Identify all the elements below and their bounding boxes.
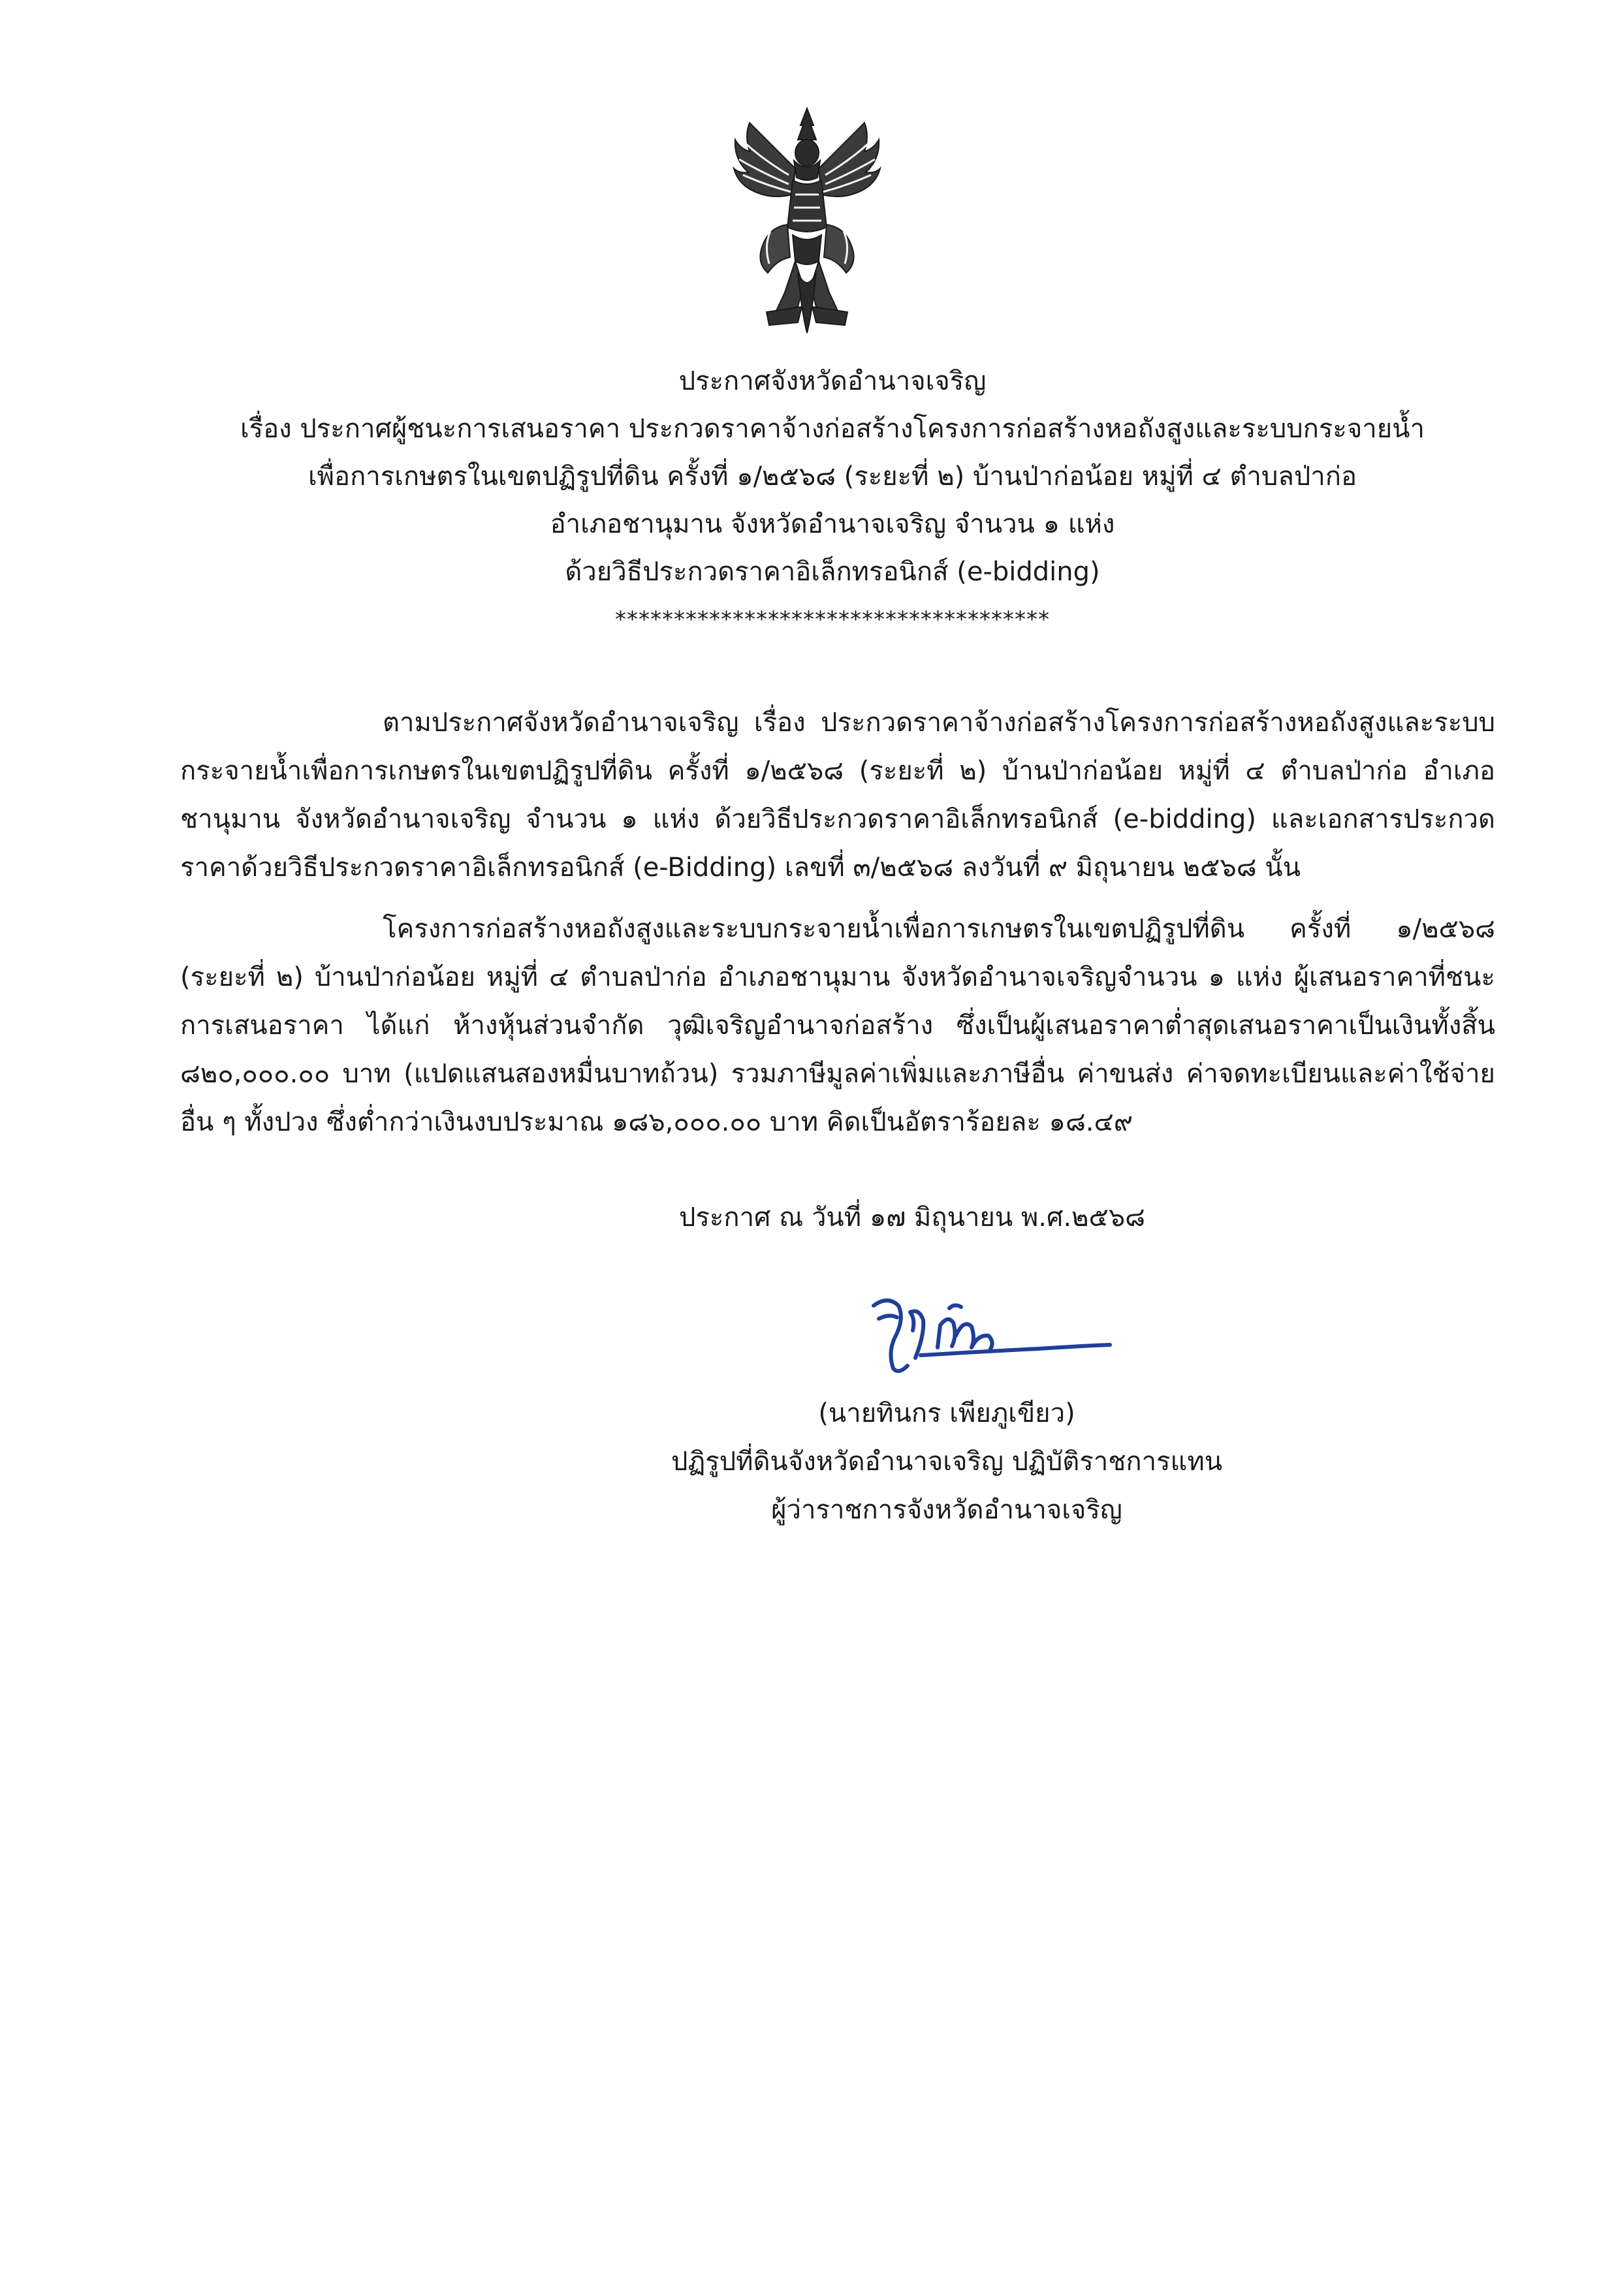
document-body (180, 699, 1495, 1159)
announcement-date: ประกาศ ณ วันที่ ๑๗ มิถุนายน พ.ศ.๒๕๖๘ (679, 1203, 1146, 1233)
subject-line: อำเภอชานุมาน จังหวัดอำนาจเจริญ จำนวน ๑ แห่ง (550, 509, 1115, 539)
separator-line: ************************************* (615, 606, 1050, 633)
handwritten-signature (842, 1280, 1116, 1377)
subject-line: เพื่อการเกษตรในเขตปฏิรูปที่ดิน ครั้งที่ ๑/๒๕๖๘ (ระยะที่ ๒) บ้านป่าก่อน้อย หมู่ที่ ๔ ตำบลป่าก่อ (308, 462, 1357, 492)
signatory-position: ปฏิรูปที่ดินจังหวัดอำนาจเจริญ ปฏิบัติราชการแทน (671, 1447, 1223, 1477)
signatory-on-behalf: ผู้ว่าราชการจังหวัดอำนาจเจริญ (771, 1495, 1122, 1525)
garuda-emblem-icon (730, 97, 884, 339)
body-paragraph: โครงการก่อสร้างหอถังสูงและระบบกระจายน้ำเพื่อการเกษตรในเขตปฏิรูปที่ดิน ครั้งที่ ๑/๒๕๖๘ (ระยะที่ ๒) บ้านป่าก่อน้อย หมู่ที่ ๔ ตำบลป่าก่อ อำเภอชานุมาน จังหวัดอำนาจเจริญจำนวน ๑ แห่ง ผู้เสนอราคาที่ชนะการเสนอราคา ได้แก่ ห้างหุ้นส่วนจำกัด วุฒิเจริญอำนาจก่อสร้าง ซึ่งเป็นผู้เสนอราคาต่ำสุดเสนอราคาเป็นเงินทั้งสิ้น ๘๒๐,๐๐๐.๐๐ บาท (แปดแสนสองหมื่นบาทถ้วน) รวมภาษีมูลค่าเพิ่มและภาษีอื่น ค่าขนส่ง ค่าจดทะเบียนและค่าใช้จ่ายอื่น ๆ ทั้งปวง ซึ่งต่ำกว่าเงินงบประมาณ ๑๘๖,๐๐๐.๐๐ บาท คิดเป็นอัตราร้อยละ ๑๘.๔๙ (180, 914, 1496, 1137)
document-title: ประกาศจังหวัดอำนาจเจริญ (678, 366, 987, 396)
document-header (183, 358, 1482, 644)
body-paragraph: ตามประกาศจังหวัดอำนาจเจริญ เรื่อง ประกวดราคาจ้างก่อสร้างโครงการก่อสร้างหอถังสูงและระบบกระจายน้ำเพื่อการเกษตรในเขตปฏิรูปที่ดิน ครั้งที่ ๑/๒๕๖๘ (ระยะที่ ๒) บ้านป่าก่อน้อย หมู่ที่ ๔ ตำบลป่าก่อ อำเภอชานุมาน จังหวัดอำนาจเจริญ จำนวน ๑ แห่ง ด้วยวิธีประกวดราคาอิเล็กทรอนิกส์ (e-bidding) และเอกสารประกวดราคาด้วยวิธีประกวดราคาอิเล็กทรอนิกส์ (e-Bidding) เลขที่ ๓/๒๕๖๘ ลงวันที่ ๙ มิถุนายน ๒๕๖๘ นั้น (180, 708, 1495, 883)
signatory-name: (นายทินกร เพียภูเขียว) (818, 1398, 1075, 1428)
subject-line: ด้วยวิธีประกวดราคาอิเล็กทรอนิกส์ (e-bidding) (565, 557, 1100, 587)
subject-line: เรื่อง ประกาศผู้ชนะการเสนอราคา ประกวดราคาจ้างก่อสร้างโครงการก่อสร้างหอถังสูงและระบบกระจายน้ำ (240, 414, 1425, 444)
signatory-block (588, 1389, 1306, 1534)
